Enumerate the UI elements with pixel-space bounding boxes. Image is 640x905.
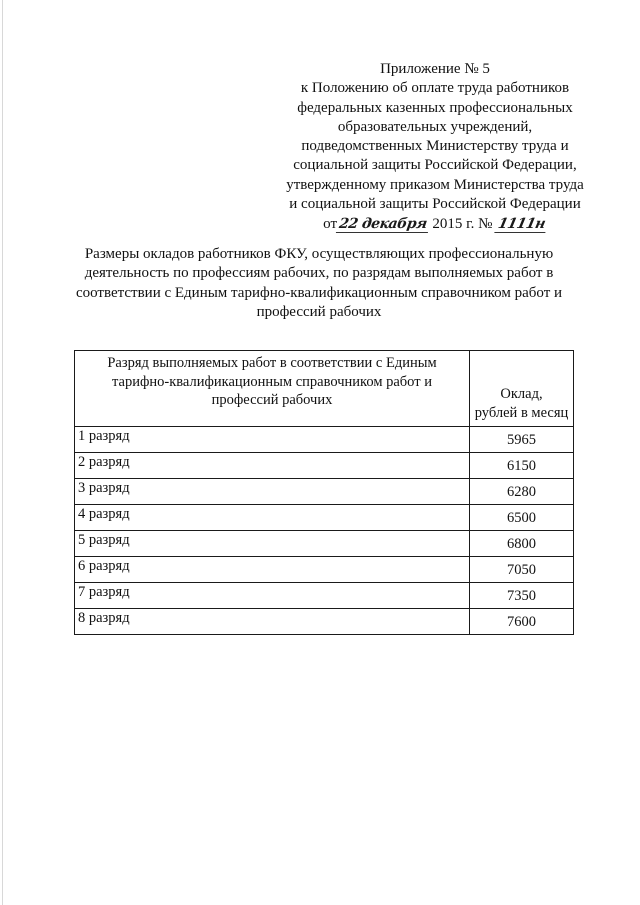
grade-cell: 8 разряд bbox=[75, 609, 470, 635]
table-row bbox=[75, 583, 574, 609]
table-row bbox=[75, 609, 574, 635]
appendix-line: утвержденному приказом Министерства труда bbox=[286, 176, 584, 193]
grade-cell: 5 разряд bbox=[75, 531, 470, 557]
appendix-line: подведомственных Министерству труда и bbox=[301, 138, 569, 155]
table-row bbox=[75, 557, 574, 583]
grade-cell: 7 разряд bbox=[75, 583, 470, 609]
appendix-line: к Положению об оплате труда работников bbox=[300, 80, 570, 97]
handwritten-date: 22 декабря bbox=[336, 217, 430, 233]
table-header-row bbox=[75, 351, 574, 427]
appendix-title: Приложение № 5 bbox=[380, 61, 490, 77]
table-row bbox=[75, 479, 574, 505]
header-line: рублей в месяц bbox=[474, 404, 569, 421]
salary-cell: 7350 bbox=[470, 583, 574, 609]
date-prefix: от bbox=[323, 216, 338, 233]
heading-line: соответствии с Единым тарифно-квалификационным справочником работ и bbox=[75, 284, 563, 301]
handwritten-order-number: 1111н bbox=[494, 217, 548, 233]
header-line: профессий рабочих bbox=[211, 392, 333, 408]
order-date-line bbox=[270, 215, 600, 234]
salary-column-header bbox=[470, 351, 574, 427]
grade-cell: 6 разряд bbox=[75, 557, 470, 583]
grade-cell: 2 разряд bbox=[75, 453, 470, 479]
heading-line: деятельность по профессиям рабочих, по разрядам выполняемых работ в bbox=[84, 265, 554, 282]
heading-line: профессий рабочих bbox=[256, 303, 382, 320]
salary-cell: 7600 bbox=[470, 609, 574, 635]
salary-table bbox=[74, 350, 574, 635]
appendix-line: социальной защиты Российской Федерации, bbox=[293, 157, 577, 174]
salary-cell: 6800 bbox=[470, 531, 574, 557]
table-row bbox=[75, 531, 574, 557]
appendix-line: федеральных казенных профессиональных bbox=[297, 99, 573, 116]
header-line: тарифно-квалификационным справочником работ и bbox=[112, 373, 432, 390]
table-row bbox=[75, 427, 574, 453]
heading-line: Размеры окладов работников ФКУ, осуществляющих профессиональную bbox=[84, 246, 554, 262]
grade-column-header bbox=[75, 351, 470, 427]
salary-cell: 7050 bbox=[470, 557, 574, 583]
grade-cell: 3 разряд bbox=[75, 479, 470, 505]
salary-cell: 6500 bbox=[470, 505, 574, 531]
table-row bbox=[75, 453, 574, 479]
document-heading bbox=[60, 245, 578, 322]
appendix-line: и социальной защиты Российской Федерации bbox=[289, 196, 581, 213]
header-line: Оклад, bbox=[500, 386, 543, 402]
salary-cell: 6150 bbox=[470, 453, 574, 479]
grade-cell: 4 разряд bbox=[75, 505, 470, 531]
salary-cell: 6280 bbox=[470, 479, 574, 505]
appendix-line: образовательных учреждений, bbox=[337, 118, 533, 135]
year-text: 2015 г. № bbox=[432, 216, 493, 233]
header-line: Разряд выполняемых работ в соответствии с Единым bbox=[107, 355, 437, 371]
appendix-block bbox=[270, 60, 600, 235]
table-row bbox=[75, 505, 574, 531]
grade-cell: 1 разряд bbox=[75, 427, 470, 453]
salary-cell: 5965 bbox=[470, 427, 574, 453]
scan-edge-line bbox=[2, 0, 3, 905]
